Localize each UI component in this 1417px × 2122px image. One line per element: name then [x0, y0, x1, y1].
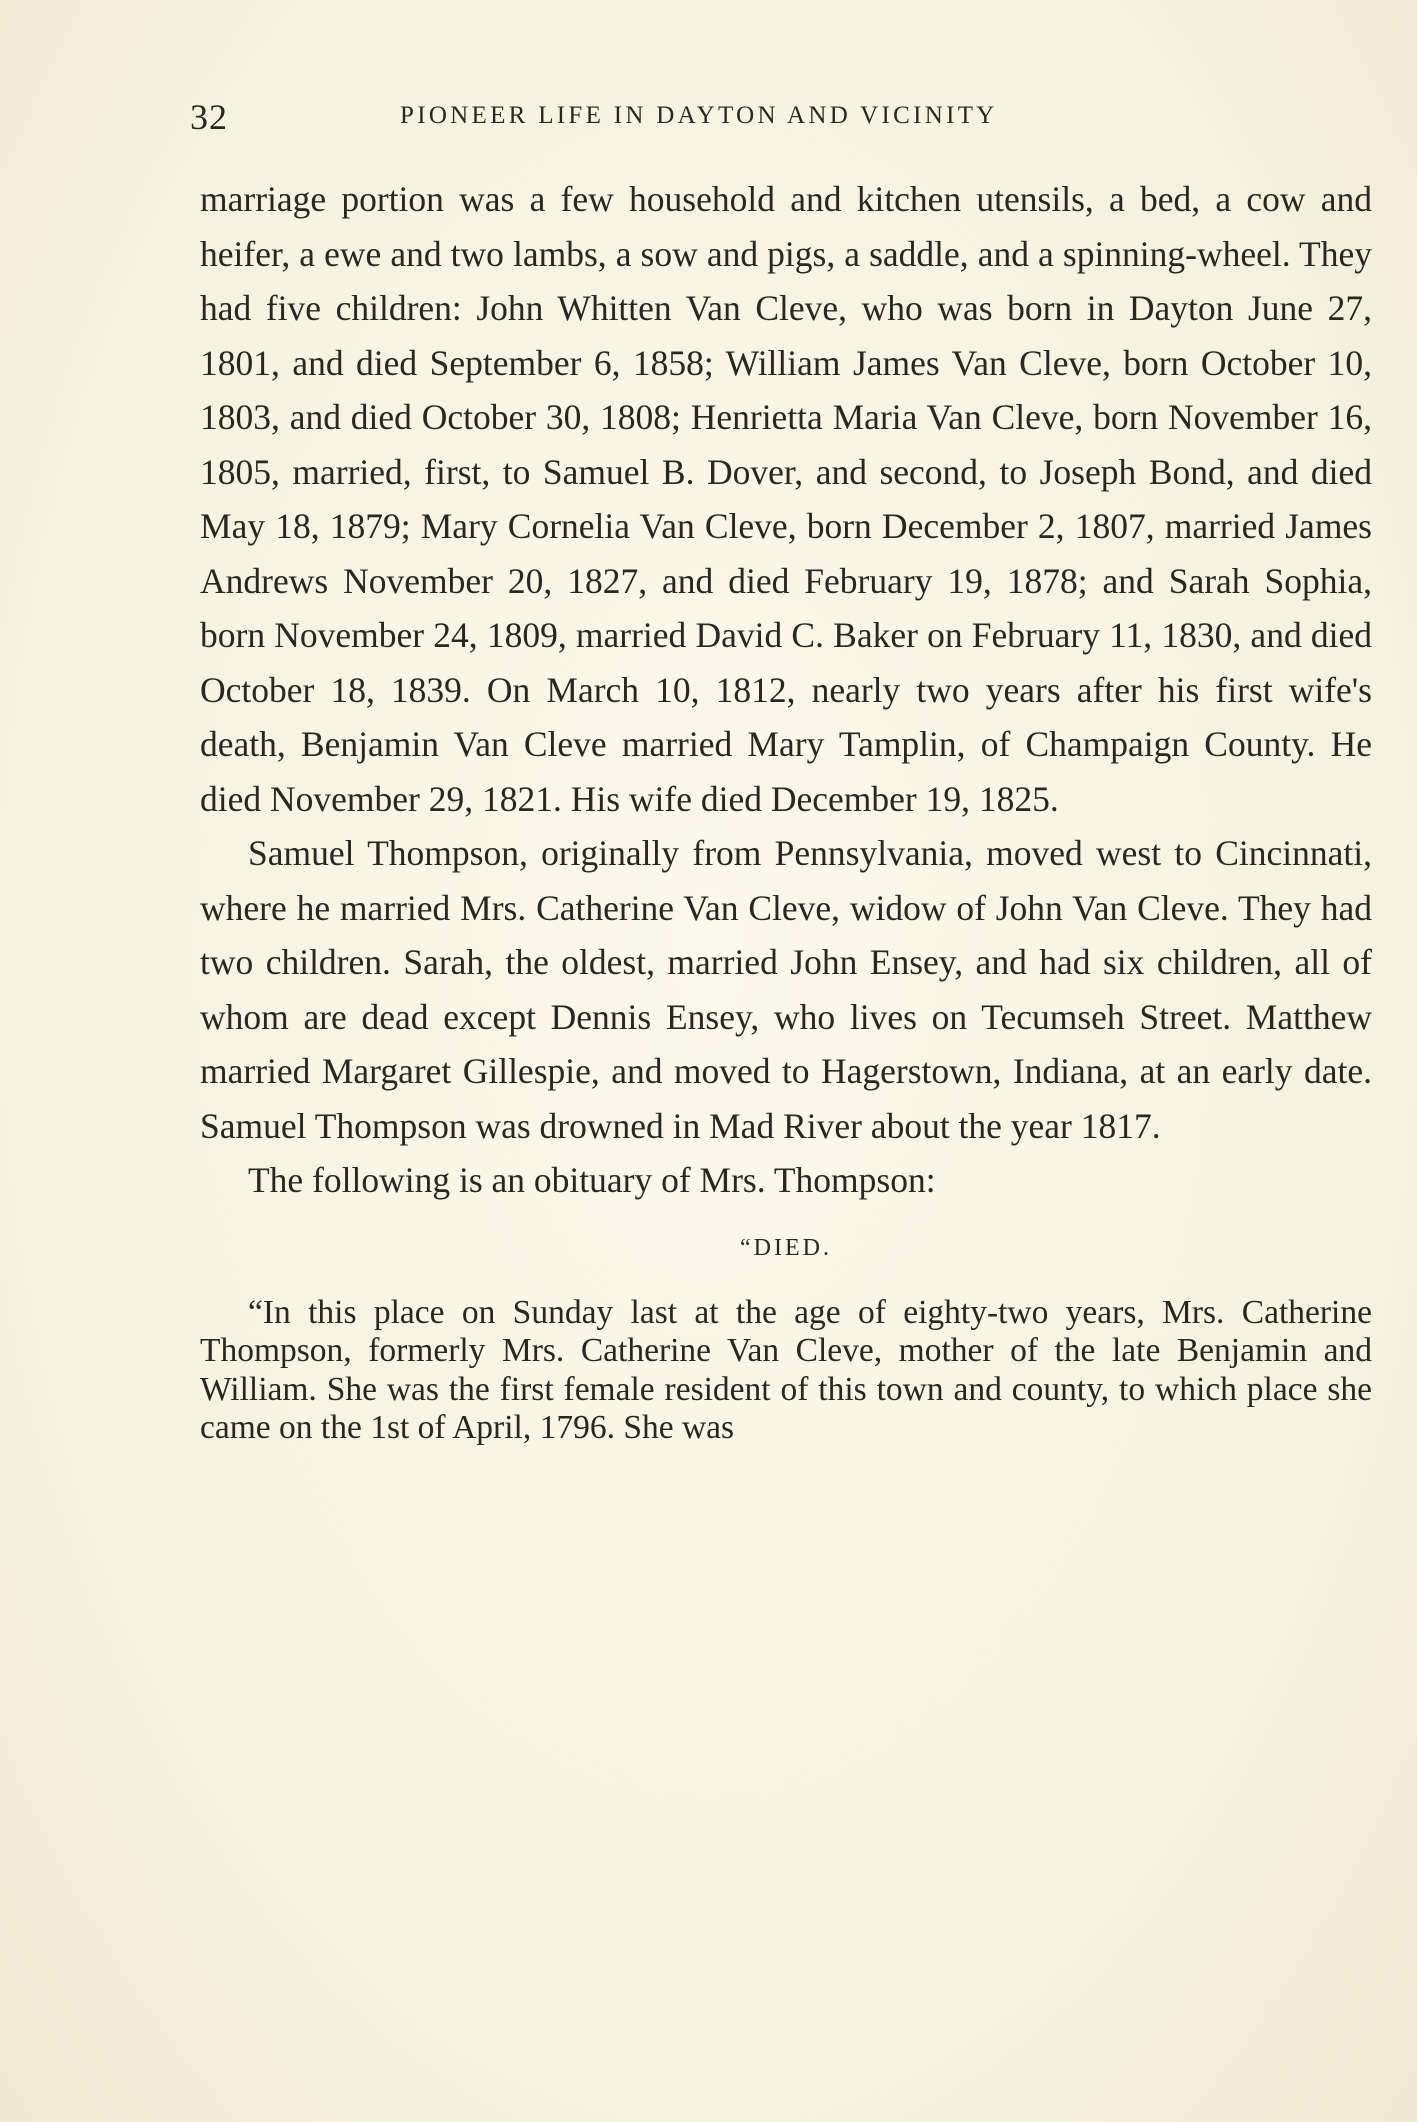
paragraph-samuel-thompson: Samuel Thompson, originally from Pennsylvania, moved west to Cincinnati, where he married Mrs. Catherine Van Cleve, widow of John Van Cleve. They had two children. Sarah, the oldest, married John Ensey, and had six children, all of whom are dead except Dennis Ensey, who lives on Tecumseh Street. Matthew married Margaret Gillespie, and moved to Hagerstown, Indiana, at an early date. Samuel Thompson was drowned in Mad River about the year 1817. — [200, 833, 1372, 1146]
running-title: PIONEER LIFE IN DAYTON AND VICINITY — [400, 102, 998, 129]
paragraph-obituary-intro: The following is an obituary of Mrs. Thompson: — [248, 1160, 936, 1200]
page-number: 32 — [190, 97, 228, 137]
obituary-text: “In this place on Sunday last at the age of eighty-two years, Mrs. Catherine Thompson, formerly Mrs. Catherine Van Cleve, mother of the late Benjamin and William. She was the first female resident of this town and county, to which place she came on the 1st of April, 1796. She was — [200, 1293, 1372, 1446]
running-head — [190, 96, 1370, 146]
paragraph-van-cleve-children: marriage portion was a few household and kitchen utensils, a bed, a cow and heifer, a ewe and two lambs, a sow and pigs, a saddle, and a spinning-wheel. They had five children: John Whitten Van Cleve, who was born in Dayton June 27, 1801, and died September 6, 1858; William James Van Cleve, born October 10, 1803, and died October 30, 1808; Henrietta Maria Van Cleve, born November 16, 1805, married, first, to Samuel B. Dover, and second, to Joseph Bond, and died May 18, 1879; Mary Cornelia Van Cleve, born December 2, 1807, married James Andrews November 20, 1827, and died February 19, 1878; and Sarah Sophia, born November 24, 1809, married David C. Baker on February 11, 1830, and died October 18, 1839. On March 10, 1812, nearly two years after his first wife's death, Benjamin Van Cleve married Mary Tamplin, of Champaign County. He died November 29, 1821. His wife died December 19, 1825. — [200, 179, 1372, 819]
body-text — [200, 172, 1372, 1448]
obituary-heading: “DIED. — [740, 1234, 832, 1261]
